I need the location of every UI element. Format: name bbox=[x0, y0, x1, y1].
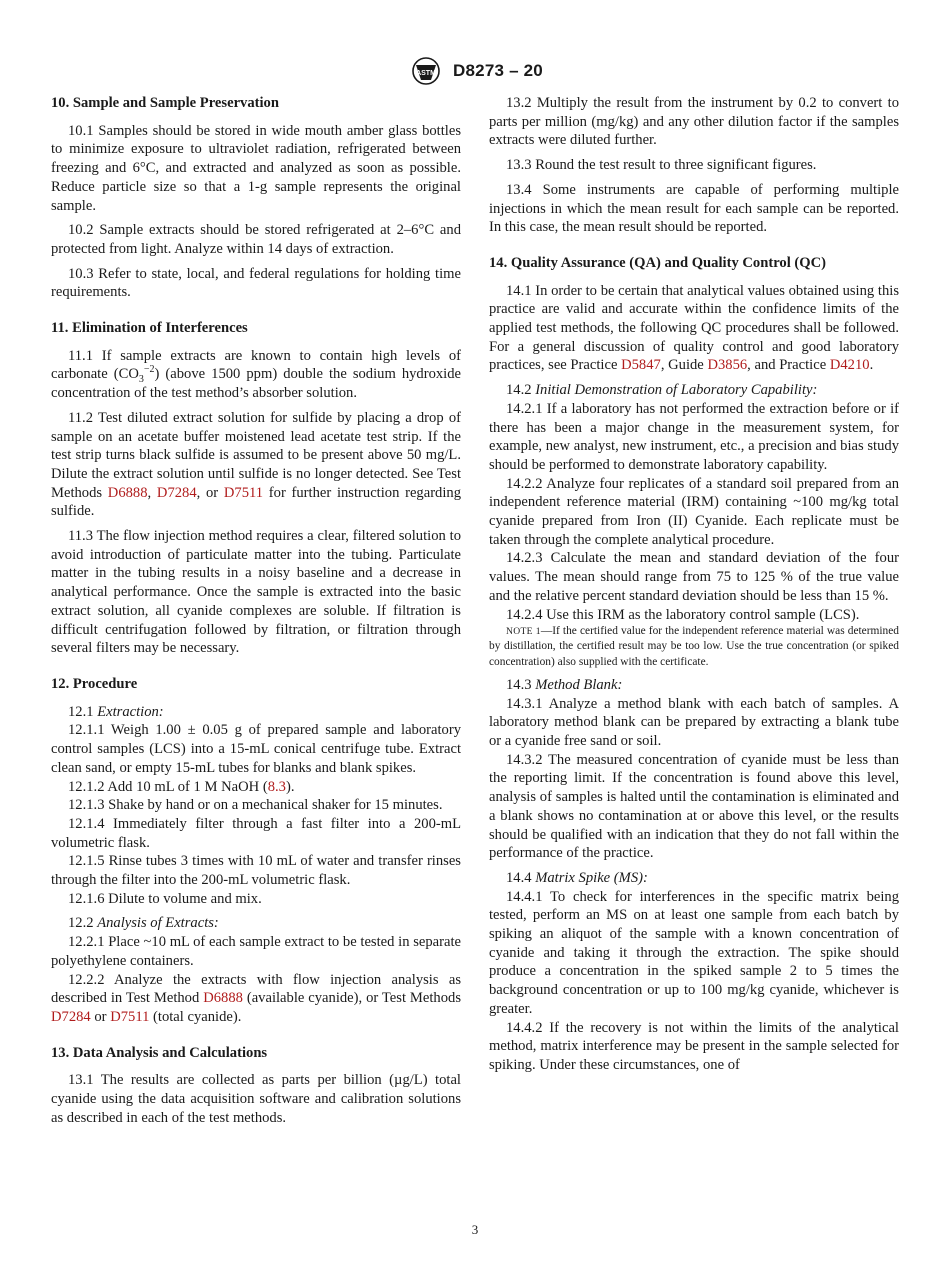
text-sep: , and Practice bbox=[747, 357, 830, 374]
page-header bbox=[0, 56, 950, 86]
para-14-3-2: 14.3.2 The measured concentration of cyanide must be less than the reporting limit. If the concentration is found above this level, analysis of samples is halted until the contamination is eliminated and a blank shows no contamination at or above this level, or the results should be qualified with an indication that they do not fall within the performance of the practice. bbox=[489, 751, 899, 862]
para-14-3-1: 14.3.1 Analyze a method blank with each batch of samples. A laboratory method blank can be prepared by extracting a blank tube or a cyanide free sand or soil. bbox=[489, 695, 899, 749]
note-label: NOTE 1 bbox=[506, 626, 541, 638]
para-14-2-4: 14.2.4 Use this IRM as the laboratory control sample (LCS). bbox=[506, 606, 860, 623]
subsection-title: Matrix Spike (MS): bbox=[535, 869, 648, 886]
para-12-1-2-text: 12.1.2 Add 10 mL of 1 M NaOH ( bbox=[68, 778, 268, 795]
para-13-1: 13.1 The results are collected as parts per billion (µg/L) total cyanide using the data acquisition software and calibration solutions as described in each of the test methods. bbox=[51, 1072, 461, 1126]
text-sep: . bbox=[869, 357, 874, 374]
ref-link-8-3[interactable]: 8.3 bbox=[267, 778, 286, 795]
para-12-2-2 bbox=[51, 971, 461, 1027]
left-column bbox=[51, 94, 461, 1127]
standard-number: D8273 – 20 bbox=[453, 61, 543, 80]
page-number: 3 bbox=[471, 1222, 479, 1237]
para-11-2-text: 11.2 Test diluted extract solution for sulfide by placing a drop of sample on an acetate buffer moistened lead acetate test strip. If the test strip turns black sulfide is assumed to be present above 50 mg/L. Dilute the extract solution until sulfide is no longer detected. See Test Methods bbox=[51, 409, 461, 501]
para-14-2-3: 14.2.3 Calculate the mean and standard deviation of the four values. The mean should range from 75 to 125 % of the true value and the relative percent standard deviation should be less than 15 %. bbox=[489, 550, 899, 604]
carbonate-superscript: −2 bbox=[143, 364, 155, 376]
para-number: 12.2 bbox=[68, 915, 98, 932]
para-12-1 bbox=[51, 703, 461, 722]
text-sep: , bbox=[147, 484, 157, 501]
section-14-heading: 14. Quality Assurance (QA) and Quality Control (QC) bbox=[489, 254, 827, 271]
para-12-1-2 bbox=[51, 778, 461, 797]
ref-link-d4210[interactable]: D4210 bbox=[829, 357, 870, 374]
para-14-1 bbox=[489, 282, 899, 376]
para-14-1-text: 14.1 In order to be certain that analytical values obtained using this practice are valid and accurate within the confidence limits of the applied test methods, the following QC procedures shall be followed. For a general discussion of quality control and good laboratory practices, see Practice bbox=[489, 282, 899, 374]
para-12-2-2-text: 12.2.2 Analyze the extracts with flow injection analysis as described in Test Method bbox=[51, 971, 461, 1007]
para-11-3: 11.3 The flow injection method requires a clear, filtered solution to avoid introduction of particulate matter into the tubing. Particulate matter in the tubing results in a noisy baseline and a decrease in analytical performance. Once the sample is extracted into the basic extract solution, all cyanide complexes are soluble. If filtration is difficult centrifugation followed by filtration, or filtration through several filters may be necessary. bbox=[51, 528, 461, 657]
para-12-1-1: 12.1.1 Weigh 1.00 ± 0.05 g of prepared sample and laboratory control samples (LCS) into a 15-mL conical centrifuge tube. Extract clean sand, or empty 15-mL tubes for blanks and blank spikes. bbox=[51, 722, 461, 776]
para-11-2-text-end: for further instruction regarding sulfide. bbox=[51, 484, 462, 520]
para-12-1-3: 12.1.3 Shake by hand or on a mechanical shaker for 15 minutes. bbox=[68, 797, 443, 814]
ref-link-d6888[interactable]: D6888 bbox=[107, 484, 148, 501]
para-14-4-2: 14.4.2 If the recovery is not within the limits of the analytical method, matrix interference may be present in the sample selected for spiking. Under these circumstances, one of bbox=[489, 1019, 899, 1073]
text-sep: , or bbox=[196, 484, 224, 501]
para-14-3 bbox=[489, 676, 899, 695]
para-12-1-5: 12.1.5 Rinse tubes 3 times with 10 mL of water and transfer rinses through the filter into the 200-mL volumetric flask. bbox=[51, 853, 461, 889]
para-12-2 bbox=[51, 914, 461, 933]
para-14-4-1: 14.4.1 To check for interferences in the specific matrix being tested, perform an MS on at least one sample from each batch by spiking an aliquot of the sample with a known concentration of cyanide and taking it through the extraction. The spike should produce a concentration in the spiked sample 2 to 5 times the background concentration or up to 100 mg/kg cyanide, whichever is greater. bbox=[489, 888, 899, 1017]
para-12-2-2-text-end: (total cyanide). bbox=[149, 1008, 242, 1025]
ref-link-d7284[interactable]: D7284 bbox=[156, 484, 197, 501]
para-12-2-1: 12.2.1 Place ~10 mL of each sample extract to be tested in separate polyethylene containers. bbox=[51, 934, 461, 969]
para-number: 14.3 bbox=[506, 676, 536, 693]
para-13-2: 13.2 Multiply the result from the instrument by 0.2 to convert to parts per million (mg/kg) and any other dilution factor if the samples extracts were diluted further. bbox=[489, 95, 899, 149]
ref-link-d7511[interactable]: D7511 bbox=[223, 484, 264, 501]
ref-link-d3856[interactable]: D3856 bbox=[707, 357, 748, 374]
para-12-1-4: 12.1.4 Immediately filter through a fast filter into a 200-mL volumetric flask. bbox=[51, 815, 461, 851]
ref-link-d7511[interactable]: D7511 bbox=[110, 1008, 150, 1025]
para-13-3: 13.3 Round the test result to three significant figures. bbox=[506, 157, 817, 174]
section-10-heading: 10. Sample and Sample Preservation bbox=[51, 95, 279, 111]
note-text: —If the certified value for the independent reference material was determined by distillation, the certified result may be too low. Use the true concentration (or spiked concentration) also supplied with the certificate. bbox=[489, 625, 899, 668]
para-number: 14.2 bbox=[506, 382, 536, 399]
subsection-title: Initial Demonstration of Laboratory Capability: bbox=[535, 382, 818, 399]
para-13-4: 13.4 Some instruments are capable of performing multiple injections in which the mean result for each sample can be reported. In this case, the mean result should be reported. bbox=[489, 181, 899, 236]
para-10-2: 10.2 Sample extracts should be stored refrigerated at 2–6°C and protected from light. Analyze within 14 days of extraction. bbox=[51, 222, 461, 257]
right-column bbox=[489, 94, 899, 1075]
para-14-2-2: 14.2.2 Analyze four replicates of a standard soil prepared from an independent reference material (IRM) containing ~100 mg/kg total cyanide prepared from Iron (II) Cyanide. Each replicate must be taken through the complete analytical procedure. bbox=[489, 475, 899, 548]
ref-link-d5847[interactable]: D5847 bbox=[621, 357, 661, 374]
para-11-1-text: 11.1 If sample extracts are known to contain high levels of carbonate (CO bbox=[51, 347, 461, 383]
text-sep: , Guide bbox=[660, 357, 708, 374]
para-number: 14.4 bbox=[506, 869, 536, 886]
carbonate-subscript: 3 bbox=[138, 374, 144, 386]
ref-link-d7284[interactable]: D7284 bbox=[51, 1008, 91, 1025]
note-1 bbox=[489, 624, 899, 670]
astm-logo-icon bbox=[407, 56, 445, 86]
para-14-2 bbox=[489, 381, 899, 400]
para-11-2 bbox=[51, 409, 461, 521]
para-number: 12.1 bbox=[68, 703, 98, 720]
para-14-2-1: 14.2.1 If a laboratory has not performed the extraction before or if there has been a major change in the measurement system, for example, new analyst, new instrument, etc., a precision and bias study should be performed to demonstrate laboratory capability. bbox=[489, 400, 899, 473]
section-11-heading: 11. Elimination of Interferences bbox=[51, 320, 248, 337]
logo-text: ASTM bbox=[416, 70, 436, 77]
section-12-heading: 12. Procedure bbox=[51, 675, 138, 692]
subsection-title: Extraction: bbox=[97, 703, 164, 720]
section-13-heading: 13. Data Analysis and Calculations bbox=[51, 1044, 268, 1061]
para-12-1-6: 12.1.6 Dilute to volume and mix. bbox=[68, 890, 262, 907]
para-11-1-text-end: ) (above 1500 ppm) double the sodium hydroxide concentration of the test method’s absorber solution. bbox=[51, 366, 462, 402]
subsection-title: Analysis of Extracts: bbox=[97, 915, 219, 932]
para-12-1-2-text-end: ). bbox=[285, 778, 295, 795]
para-12-2-2-text-mid: (available cyanide), or Test Methods bbox=[242, 990, 461, 1007]
text-sep: or bbox=[90, 1008, 111, 1025]
ref-link-d6888[interactable]: D6888 bbox=[203, 990, 243, 1007]
para-14-4 bbox=[489, 869, 899, 888]
subsection-title: Method Blank: bbox=[535, 676, 623, 693]
para-10-1: 10.1 Samples should be stored in wide mouth amber glass bottles to minimize exposure to ultraviolet radiation, refrigerated between freezing and 6°C, and extracted and analyzed as soon as possible. Reduce particle size so that a 1-g sample represents the original sample. bbox=[51, 122, 461, 214]
para-10-3: 10.3 Refer to state, local, and federal regulations for holding time requirements. bbox=[51, 265, 461, 301]
para-11-1 bbox=[51, 347, 461, 403]
